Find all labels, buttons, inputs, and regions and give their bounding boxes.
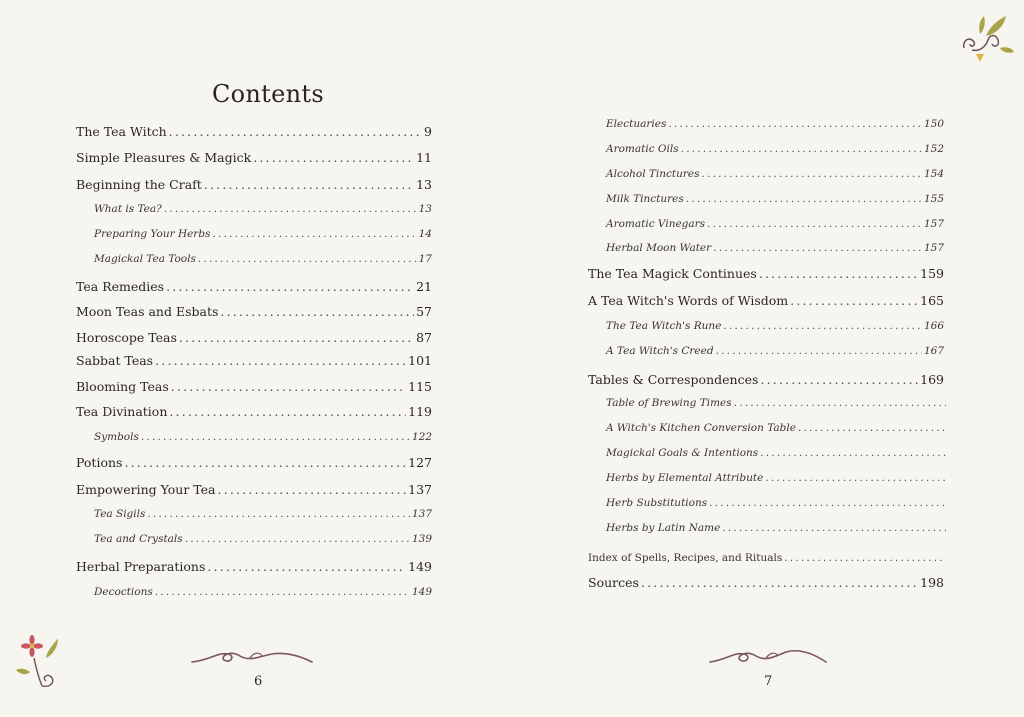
- toc-entry-table-of-brewing-times: [606, 397, 948, 409]
- toc-entry-page: 9: [424, 124, 432, 139]
- toc-entry-page: 115: [408, 379, 432, 394]
- dot-leader: [218, 482, 407, 497]
- toc-entry-title: Tea Divination: [76, 404, 168, 419]
- toc-entry-electuaries: [606, 118, 944, 130]
- toc-entry-page: 166: [923, 320, 944, 332]
- dot-leader: [171, 379, 406, 394]
- toc-entry-title: Table of Brewing Times: [606, 397, 732, 409]
- dot-leader: [155, 353, 406, 368]
- toc-entry-page: 11: [416, 150, 432, 165]
- toc-entry-page: 149: [411, 586, 432, 598]
- dot-leader: [681, 143, 922, 155]
- toc-entry-title: Sources: [588, 575, 639, 590]
- toc-entry-title: Magickal Tea Tools: [94, 253, 196, 265]
- toc-entry-symbols: [94, 431, 432, 443]
- dot-leader: [220, 304, 414, 319]
- toc-entry-title: Electuaries: [606, 118, 667, 130]
- toc-entry-potions: [76, 455, 432, 470]
- toc-entry-tea-sigils: [94, 508, 432, 520]
- dot-leader: [722, 522, 946, 534]
- toc-entry-herbal-preparations: [76, 559, 432, 574]
- toc-entry-page: 122: [411, 431, 432, 443]
- toc-entry-preparing-your-herbs: [94, 228, 432, 240]
- toc-entry-page: 157: [923, 242, 944, 254]
- toc-entry-a-tea-witch-s-words-of-wisdom: [588, 293, 944, 308]
- dot-leader: [212, 228, 416, 240]
- toc-entry-page: 150: [923, 118, 944, 130]
- toc-entry-title: Aromatic Vinegars: [606, 218, 706, 230]
- dot-leader: [164, 203, 417, 215]
- dot-leader: [179, 330, 414, 345]
- toc-entry-page: 159: [920, 266, 944, 281]
- toc-entry-title: Herbal Moon Water: [606, 242, 712, 254]
- dot-leader: [185, 533, 410, 545]
- toc-entry-page: 21: [416, 279, 432, 294]
- toc-entry-title: Symbols: [94, 431, 139, 443]
- toc-entry-title: Preparing Your Herbs: [94, 228, 211, 240]
- dot-leader: [641, 575, 918, 590]
- toc-entry-title: Magickal Goals & Intentions: [606, 447, 759, 459]
- toc-entry-page: 13: [418, 203, 432, 215]
- toc-entry-title: The Tea Witch's Rune: [606, 320, 722, 332]
- dot-leader: [147, 508, 410, 520]
- toc-entry-title: Herbs by Elemental Attribute: [606, 472, 764, 484]
- toc-entry-title: Potions: [76, 455, 123, 470]
- dot-leader: [709, 497, 946, 509]
- toc-entry-title: The Tea Magick Continues: [588, 266, 757, 281]
- toc-entry-aromatic-vinegars: [606, 218, 944, 230]
- toc-entry-page: 101: [408, 353, 432, 368]
- dot-leader: [166, 279, 414, 294]
- toc-entry-page: 149: [408, 559, 432, 574]
- toc-entry-title: Beginning the Craft: [76, 177, 202, 192]
- toc-entry-a-witch-s-kitchen-conversion-table: [606, 422, 948, 434]
- dot-leader: [734, 397, 946, 409]
- toc-entry-page: 154: [923, 168, 944, 180]
- toc-entry-tea-remedies: [76, 279, 432, 294]
- toc-entry-title: Moon Teas and Esbats: [76, 304, 219, 319]
- toc-entry-title: Index of Spells, Recipes, and Rituals: [588, 552, 783, 564]
- right-page: [512, 0, 1024, 717]
- toc-entry-title: The Tea Witch: [76, 124, 167, 139]
- toc-entry-page: 157: [923, 218, 944, 230]
- toc-entry-title: Simple Pleasures & Magick: [76, 150, 252, 165]
- toc-entry-herbs-by-elemental-attribute: [606, 472, 948, 484]
- toc-entry-decoctions: [94, 586, 432, 598]
- toc-entry-page: 169: [920, 372, 944, 387]
- toc-entry-sabbat-teas: [76, 353, 432, 368]
- dot-leader: [141, 431, 410, 443]
- dot-leader: [760, 447, 946, 459]
- toc-entry-title: Sabbat Teas: [76, 353, 154, 368]
- swirl-corner-icon: [956, 14, 1016, 64]
- toc-entry-title: A Tea Witch's Words of Wisdom: [588, 293, 789, 308]
- toc-entry-page: 14: [418, 228, 432, 240]
- toc-entry-page: 167: [923, 345, 944, 357]
- toc-entry-page: 119: [408, 404, 432, 419]
- toc-entry-tables-correspondences: [588, 372, 944, 387]
- toc-entry-title: Milk Tinctures: [606, 193, 684, 205]
- dot-leader: [713, 242, 922, 254]
- toc-entry-magickal-goals-intentions: [606, 447, 948, 459]
- dot-leader: [702, 168, 922, 180]
- toc-entry-page: 139: [411, 533, 432, 545]
- dot-leader: [716, 345, 922, 357]
- toc-entry-blooming-teas: [76, 379, 432, 394]
- toc-entry-herbal-moon-water: [606, 242, 944, 254]
- toc-entry-page: 165: [920, 293, 944, 308]
- toc-entry-the-tea-witch-s-rune: [606, 320, 944, 332]
- toc-entry-page: 137: [411, 508, 432, 520]
- toc-entry-page: 152: [923, 143, 944, 155]
- dot-leader: [790, 293, 918, 308]
- dot-leader: [207, 559, 406, 574]
- toc-entry-title: Blooming Teas: [76, 379, 169, 394]
- left-page-flourish-icon: [190, 646, 315, 668]
- flower-corner-icon: [12, 628, 62, 690]
- toc-entry-page: 57: [416, 304, 432, 319]
- toc-entry-title: Tables & Correspondences: [588, 372, 759, 387]
- toc-entry-title: Herbs by Latin Name: [606, 522, 721, 534]
- toc-entry-title: Tea Sigils: [94, 508, 146, 520]
- toc-entry-tea-and-crystals: [94, 533, 432, 545]
- dot-leader: [169, 404, 406, 419]
- dot-leader: [204, 177, 414, 192]
- toc-entry-herbs-by-latin-name: [606, 522, 948, 534]
- page-number-left: 6: [254, 674, 263, 689]
- right-page-flourish-icon: [708, 644, 828, 668]
- toc-entry-simple-pleasures-magick: [76, 150, 432, 165]
- dot-leader: [784, 552, 942, 564]
- toc-entry-index-of-spells-recipes-and-rituals: [588, 552, 944, 564]
- toc-entry-milk-tinctures: [606, 193, 944, 205]
- toc-entry-title: Tea and Crystals: [94, 533, 183, 545]
- toc-entry-aromatic-oils: [606, 143, 944, 155]
- dot-leader: [169, 124, 422, 139]
- toc-entry-title: Herbal Preparations: [76, 559, 206, 574]
- toc-entry-title: Decoctions: [94, 586, 153, 598]
- toc-entry-title: Aromatic Oils: [606, 143, 679, 155]
- toc-entry-page: 13: [416, 177, 432, 192]
- dot-leader: [686, 193, 922, 205]
- toc-entry-title: A Tea Witch's Creed: [606, 345, 714, 357]
- dot-leader: [253, 150, 414, 165]
- toc-entry-alcohol-tinctures: [606, 168, 944, 180]
- toc-entry-page: 137: [408, 482, 432, 497]
- toc-entry-what-is-tea: [94, 203, 432, 215]
- toc-entry-magickal-tea-tools: [94, 253, 432, 265]
- dot-leader: [760, 372, 918, 387]
- toc-entry-title: Herb Substitutions: [606, 497, 708, 509]
- toc-entry-title: Tea Remedies: [76, 279, 165, 294]
- toc-entry-title: Alcohol Tinctures: [606, 168, 700, 180]
- page-number-right: 7: [764, 674, 773, 689]
- dot-leader: [124, 455, 406, 470]
- toc-entry-beginning-the-craft: [76, 177, 432, 192]
- toc-entry-page: 155: [923, 193, 944, 205]
- dot-leader: [798, 422, 946, 434]
- toc-entry-page: 87: [416, 330, 432, 345]
- dot-leader: [155, 586, 410, 598]
- dot-leader: [707, 218, 922, 230]
- dot-leader: [723, 320, 922, 332]
- toc-entry-tea-divination: [76, 404, 432, 419]
- dot-leader: [198, 253, 417, 265]
- toc-entry-title: What is Tea?: [94, 203, 162, 215]
- dot-leader: [765, 472, 946, 484]
- toc-entry-moon-teas-and-esbats: [76, 304, 432, 319]
- dot-leader: [759, 266, 918, 281]
- toc-entry-sources: [588, 575, 944, 590]
- toc-entry-herb-substitutions: [606, 497, 948, 509]
- toc-entry-empowering-your-tea: [76, 482, 432, 497]
- toc-entry-page: 17: [418, 253, 432, 265]
- toc-entry-title: Empowering Your Tea: [76, 482, 216, 497]
- toc-entry-title: A Witch's Kitchen Conversion Table: [606, 422, 796, 434]
- toc-entry-horoscope-teas: [76, 330, 432, 345]
- contents-heading: Contents: [212, 80, 324, 108]
- toc-entry-page: 198: [920, 575, 944, 590]
- toc-entry-the-tea-witch: [76, 124, 432, 139]
- toc-entry-the-tea-magick-continues: [588, 266, 944, 281]
- toc-entry-title: Horoscope Teas: [76, 330, 177, 345]
- toc-entry-a-tea-witch-s-creed: [606, 345, 944, 357]
- dot-leader: [668, 118, 922, 130]
- toc-entry-page: 127: [408, 455, 432, 470]
